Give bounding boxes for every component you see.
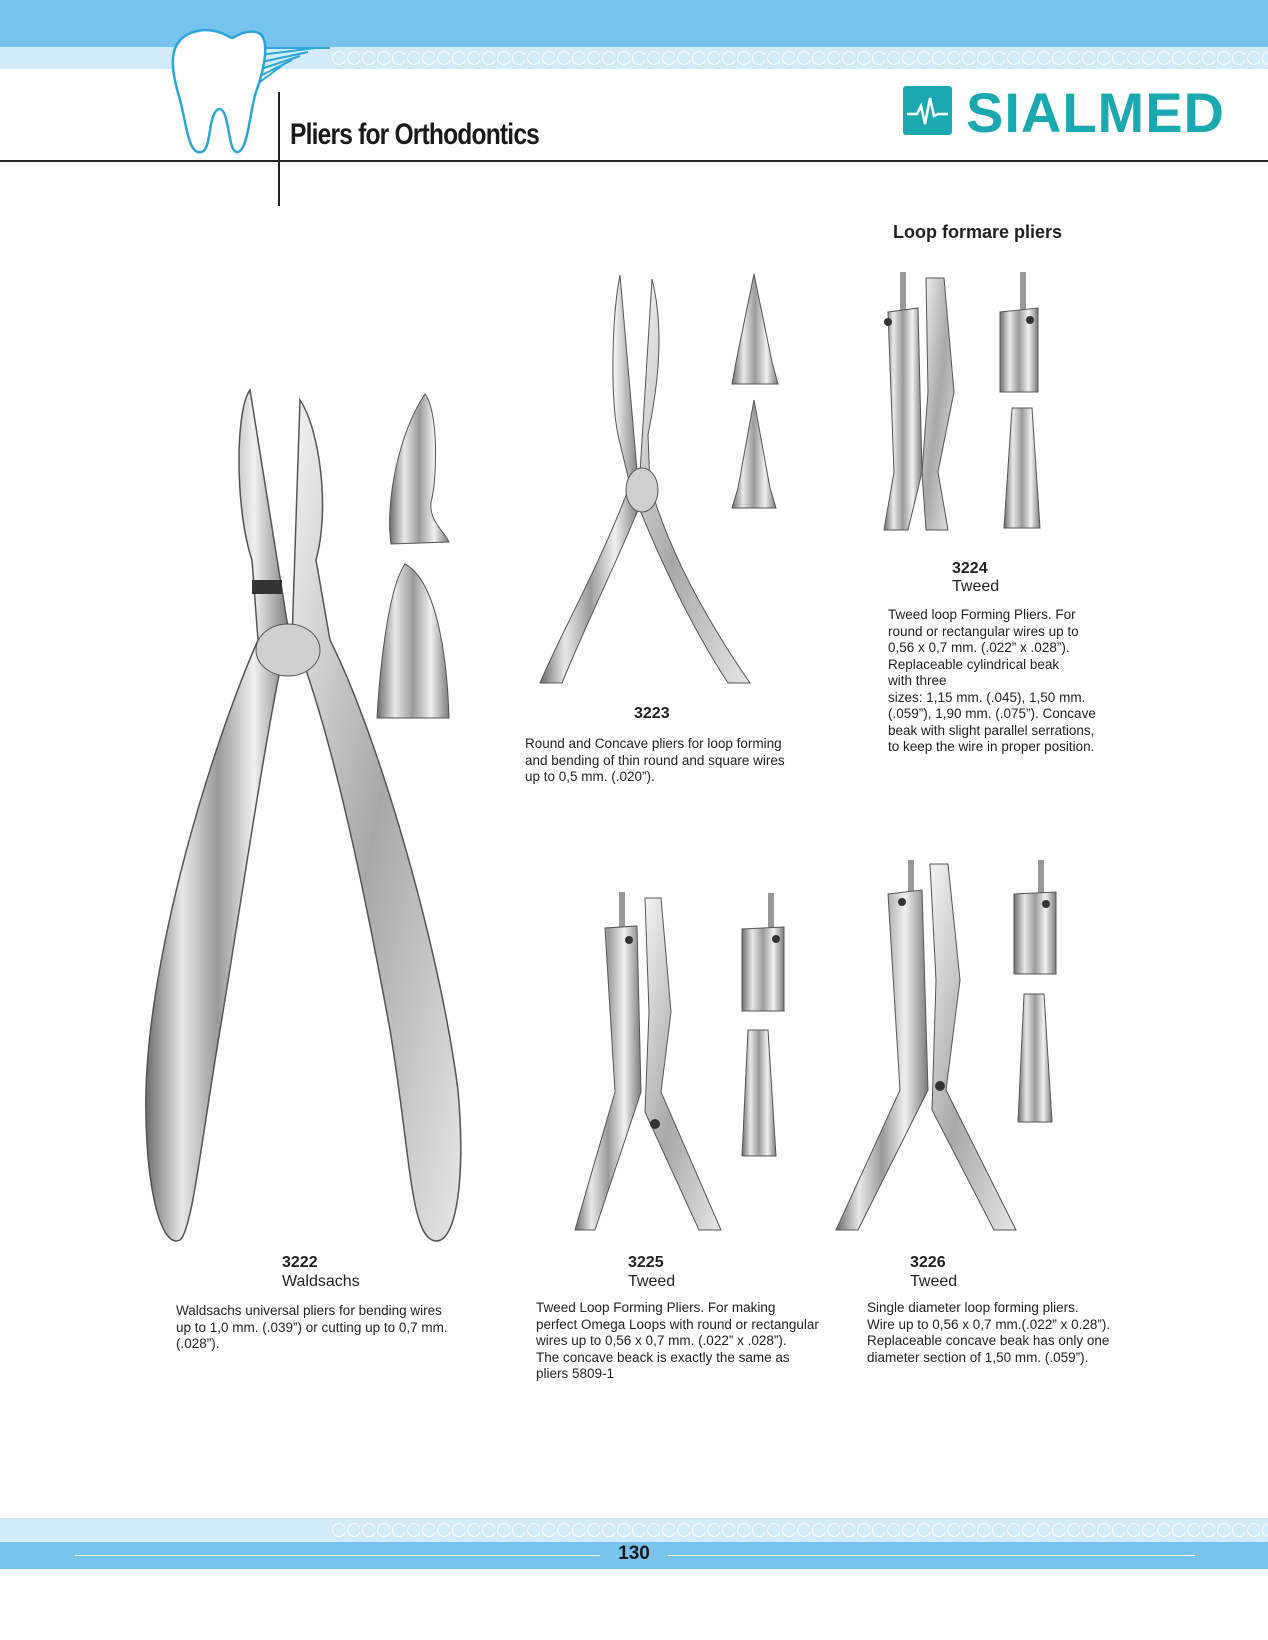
product-code-3223: 3223 (634, 705, 670, 722)
product-name-3226: Tweed (910, 1273, 958, 1290)
product-code-3225: 3225 (628, 1254, 664, 1271)
plier-3223-detail-bottom (730, 398, 778, 510)
plier-3225-detail-top (738, 893, 788, 1013)
product-code-3226: 3226 (910, 1254, 946, 1271)
brand-name: SIALMED (966, 81, 1225, 144)
product-name-3225: Tweed (628, 1273, 676, 1290)
plier-3222-detail-bottom (375, 560, 451, 722)
plier-3225-image (575, 892, 725, 1230)
product-description-3225: Tweed Loop Forming Pliers. For making perfect Omega Loops with round or rectangular wires up to 0,56 x 0,7 mm. (.022” x .028”). The concave beack is exactly the same as pliers 5809-1 (536, 1300, 819, 1381)
section-title: Loop formare pliers (893, 222, 1063, 242)
plier-3223-detail-top (728, 272, 780, 386)
product-description-3223: Round and Concave pliers for loop forming and bending of thin round and square wires up to 0,5 mm. (.020”). (525, 736, 785, 784)
product-code-3222: 3222 (282, 1254, 318, 1271)
plier-3224-detail-top (994, 272, 1044, 394)
header-vertical-rule (278, 92, 280, 206)
product-description-3226: Single diameter loop forming pliers. Wire up to 0,56 x 0,7 mm.(.022” x 0.28”). Replaceable concave beak has only one diameter section of 1,50 mm. (.059”). (867, 1300, 1111, 1365)
header-ring-pattern (330, 49, 1268, 67)
plier-3226-detail-bottom (1014, 992, 1056, 1124)
page-number: 130 (600, 1543, 668, 1565)
product-name-3222: Waldsachs (282, 1273, 360, 1290)
plier-3223-image (540, 275, 760, 683)
plier-3224-detail-bottom (1000, 406, 1044, 530)
header-rule (0, 160, 1268, 162)
product-description-3222: Waldsachs universal pliers for bending wires up to 1,0 mm. (.039”) or cutting up to 0,7 mm. (.028”). (176, 1303, 448, 1351)
product-name-3224: Tweed (952, 578, 1000, 595)
footer-ring-pattern (330, 1521, 1268, 1539)
product-code-3224: 3224 (952, 560, 988, 577)
brand-logo-icon (903, 86, 952, 135)
plier-3226-detail-top (1010, 860, 1060, 976)
plier-3225-detail-bottom (738, 1028, 780, 1158)
plier-3224-image (878, 272, 978, 530)
plier-3226-image (836, 860, 1020, 1230)
plier-3222-detail-top (385, 392, 451, 552)
product-description-3224: Tweed loop Forming Pliers. For round or rectangular wires up to 0,56 x 0,7 mm. (.022” x .028”). Replaceable cylindrical beak with three sizes: 1,15 mm. (.045), 1,50 mm. (.059”), 1,90 mm. (.075”). Concave beak with slight parallel serrations, to keep the wire in proper position. (888, 607, 1096, 754)
page-title: Pliers for Orthodontics (290, 118, 540, 151)
